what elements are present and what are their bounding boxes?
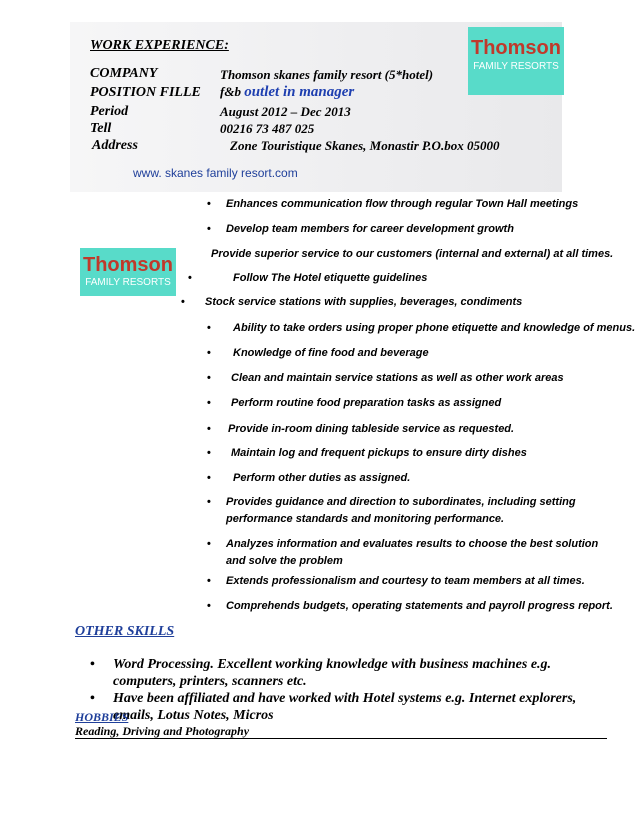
duty-item: • Provides guidance and direction to subordinates, including setting performance standards and monitoring performance. bbox=[207, 496, 576, 525]
work-experience-heading: WORK EXPERIENCE: bbox=[90, 38, 229, 53]
duty-item: • Perform other duties as assigned. bbox=[207, 472, 411, 484]
duty-item: • Knowledge of fine food and beverage bbox=[207, 347, 429, 359]
period-value: August 2012 – Dec 2013 bbox=[220, 104, 351, 119]
tell-value: 00216 73 487 025 bbox=[220, 121, 315, 136]
thomson-logo-top bbox=[468, 27, 564, 95]
position-value bbox=[220, 84, 354, 101]
skill-item: • Have been affiliated and have worked with Hotel systems e.g. Internet explorers, emails, Lotus Notes, Micros bbox=[90, 691, 577, 723]
company-label: COMPANY bbox=[90, 66, 158, 81]
duty-item: • Comprehends budgets, operating statements and payroll progress report. bbox=[207, 600, 613, 612]
position-label: POSITION FILLE bbox=[90, 85, 201, 100]
address-value: Zone Touristique Skanes, Monastir P.O.box 05000 bbox=[230, 138, 500, 153]
thomson-logo-side bbox=[80, 248, 176, 296]
duty-item: • Stock service stations with supplies, beverages, condiments bbox=[181, 296, 523, 308]
duty-item: Provide superior service to our customers (internal and external) at all times. bbox=[211, 248, 614, 260]
duty-item: • Follow The Hotel etiquette guidelines bbox=[188, 272, 428, 284]
duty-item: • Clean and maintain service stations as well as other work areas bbox=[207, 372, 564, 384]
duty-item: • Provide in-room dining tableside service as requested. bbox=[207, 423, 515, 435]
hobbies-text: Reading, Driving and Photography bbox=[75, 724, 250, 738]
duty-item: • Enhances communication flow through regular Town Hall meetings bbox=[207, 198, 579, 210]
position-value-highlight: outlet in manager bbox=[244, 84, 355, 100]
address-label: Address bbox=[92, 138, 138, 153]
other-skills-heading: OTHER SKILLS bbox=[75, 624, 175, 639]
skill-item: • Word Processing. Excellent working knowledge with business machines e.g. computers, printers, scanners etc. bbox=[90, 657, 552, 689]
duty-item: • Perform routine food preparation tasks as assigned bbox=[207, 397, 502, 409]
logo-tagline: FAMILY RESORTS bbox=[85, 277, 171, 288]
logo-brand: Thomson bbox=[471, 37, 561, 59]
logo-tagline: FAMILY RESORTS bbox=[473, 61, 559, 72]
duty-item: • Extends professionalism and courtesy to team members at all times. bbox=[207, 575, 585, 587]
period-label: Period bbox=[90, 104, 129, 119]
hobbies-heading: HOBBIES bbox=[75, 710, 129, 724]
tell-label: Tell bbox=[90, 121, 112, 136]
section-divider bbox=[75, 738, 607, 739]
position-value-prefix: f&b bbox=[220, 84, 241, 99]
logo-brand: Thomson bbox=[83, 254, 173, 276]
duty-item: • Maintain log and frequent pickups to ensure dirty dishes bbox=[207, 447, 527, 459]
website-link[interactable]: www. skanes family resort.com bbox=[133, 166, 298, 180]
duty-item: • Analyzes information and evaluates results to choose the best solution and solve the problem bbox=[207, 538, 599, 567]
company-value: Thomson skanes family resort (5*hotel) bbox=[220, 67, 434, 82]
duty-item: • Ability to take orders using proper phone etiquette and knowledge of menus. bbox=[207, 322, 636, 334]
duty-item: • Develop team members for career development growth bbox=[207, 223, 514, 235]
